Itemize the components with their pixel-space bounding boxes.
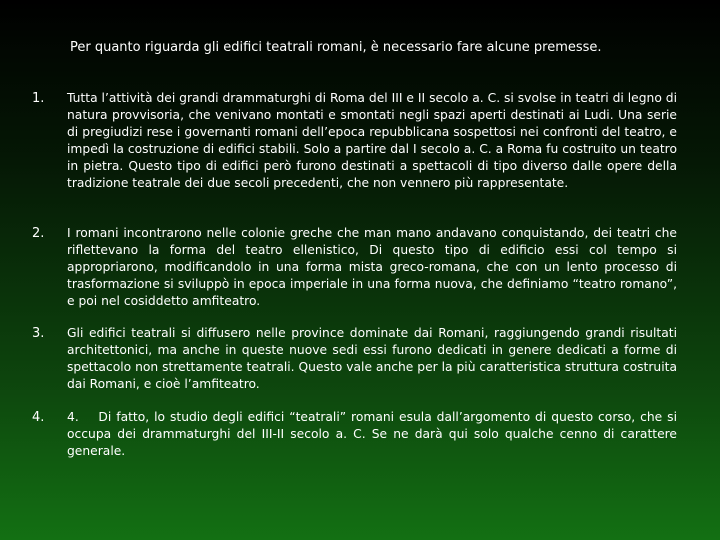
- intro-text: Per quanto riguarda gli edifici teatrali romani, è necessario fare alcune premesse.: [70, 40, 602, 55]
- list-item-number: 2.: [32, 226, 45, 241]
- list-item-text: 4. Di fatto, lo studio degli edifici “teatrali” romani esula dall’argomento di questo corso, che si occupa dei drammaturghi del III-II secolo a. C. Se ne darà qui solo qualche cenno di carattere generale.: [67, 410, 681, 458]
- list-item-text: Tutta l’attività dei grandi drammaturghi di Roma del III e II secolo a. C. si svolse in teatri di legno di natura provvisoria, che venivano montati e smontati negli spazi aperti destinati ai Ludi. Una serie di pregiudizi rese i governanti romani dell’epoca repubblicana sospettosi nei confronti del teatro, e impedì la costruzione di edifici stabili. Solo a partire dal I secolo a. C. a Roma fu costruito un teatro in pietra. Questo tipo di edifici però furono destinati a spettacoli di tipo diverso dalle opere della tradizione teatrale dei due secoli precedenti, che non vennero più rappresentate.: [67, 91, 677, 190]
- list-item-number: 3.: [32, 326, 45, 341]
- list-item-text: I romani incontrarono nelle colonie greche che man mano andavano conquistando, dei teatri che riflettevano la forma del teatro ellenistico, Di questo tipo di edificio essi col tempo si appropriarono, modificandolo in una forma mista greco-romana, che con un lento processo di trasformazione si sviluppò in epoca imperiale in una forma nuova, che definiamo “teatro romano”, e poi nel cosiddetto amfiteatro.: [67, 226, 677, 308]
- list-item-number: 4.: [32, 410, 45, 425]
- list-item-text: Gli edifici teatrali si diffusero nelle province dominate dai Romani, raggiungendo grandi risultati architettonici, ma anche in queste nuove sedi essi furono dedicati in genere dedicati a forme di spettacolo non strettamente teatrali. Questo vale anche per la più caratteristica struttura costruita dai Romani, e cioè l’amfiteatro.: [67, 326, 677, 391]
- list-item-number: 1.: [32, 91, 45, 106]
